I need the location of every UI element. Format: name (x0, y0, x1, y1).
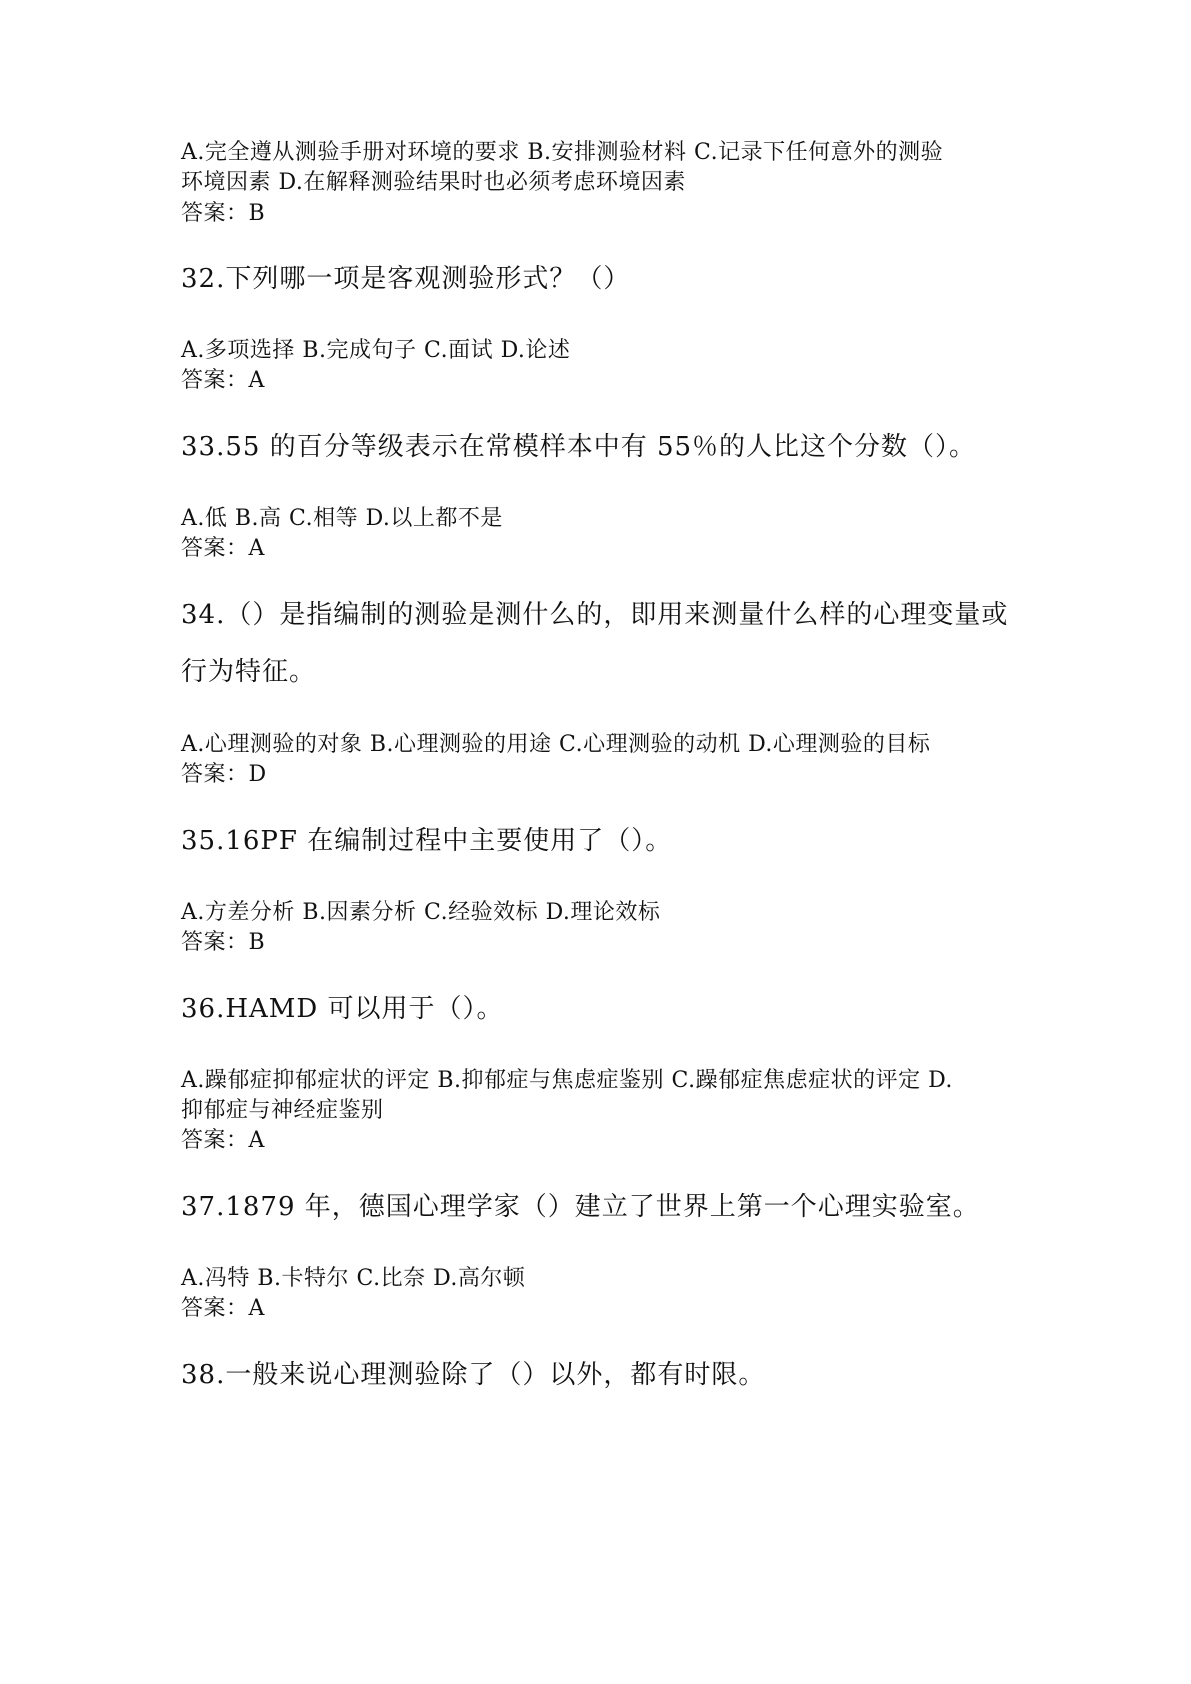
answer-text: 答案：B (181, 201, 266, 226)
answer-text: 答案：A (181, 1296, 265, 1321)
question-text: 36.HAMD 可以用于（）。 (181, 994, 504, 1024)
options-line: 环境因素 D.在解释测验结果时也必须考虑环境因素 (181, 170, 686, 195)
question-text: 33.55 的百分等级表示在常模样本中有 55％的人比这个分数（）。 (181, 432, 977, 462)
question-text: 行为特征。 (181, 657, 317, 687)
question-text: 37.1879 年，德国心理学家（）建立了世界上第一个心理实验室。 (181, 1192, 980, 1222)
question-text: 34.（）是指编制的测验是测什么的，即用来测量什么样的心理变量或 (181, 600, 1009, 630)
answer-text: 答案：A (181, 1128, 265, 1153)
answer-text: 答案：D (181, 762, 267, 787)
question-text: 32.下列哪一项是客观测验形式？（） (181, 264, 631, 294)
options-line: A.低 B.高 C.相等 D.以上都不是 (181, 506, 503, 531)
answer-text: 答案：B (181, 930, 266, 955)
options-line: A.方差分析 B.因素分析 C.经验效标 D.理论效标 (181, 900, 661, 925)
options-line: A.躁郁症抑郁症状的评定 B.抑郁症与焦虑症鉴别 C.躁郁症焦虑症状的评定 D. (181, 1068, 953, 1093)
options-line: A.完全遵从测验手册对环境的要求 B.安排测验材料 C.记录下任何意外的测验 (181, 140, 944, 165)
options-line: 抑郁症与神经症鉴别 (181, 1098, 384, 1123)
options-line: A.多项选择 B.完成句子 C.面试 D.论述 (181, 338, 571, 363)
answer-text: 答案：A (181, 368, 265, 393)
question-text: 35.16PF 在编制过程中主要使用了（）。 (181, 826, 673, 856)
options-line: A.心理测验的对象 B.心理测验的用途 C.心理测验的动机 D.心理测验的目标 (181, 732, 931, 757)
question-text: 38.一般来说心理测验除了（）以外，都有时限。 (181, 1360, 766, 1390)
options-line: A.冯特 B.卡特尔 C.比奈 D.高尔顿 (181, 1266, 526, 1291)
answer-text: 答案：A (181, 536, 265, 561)
